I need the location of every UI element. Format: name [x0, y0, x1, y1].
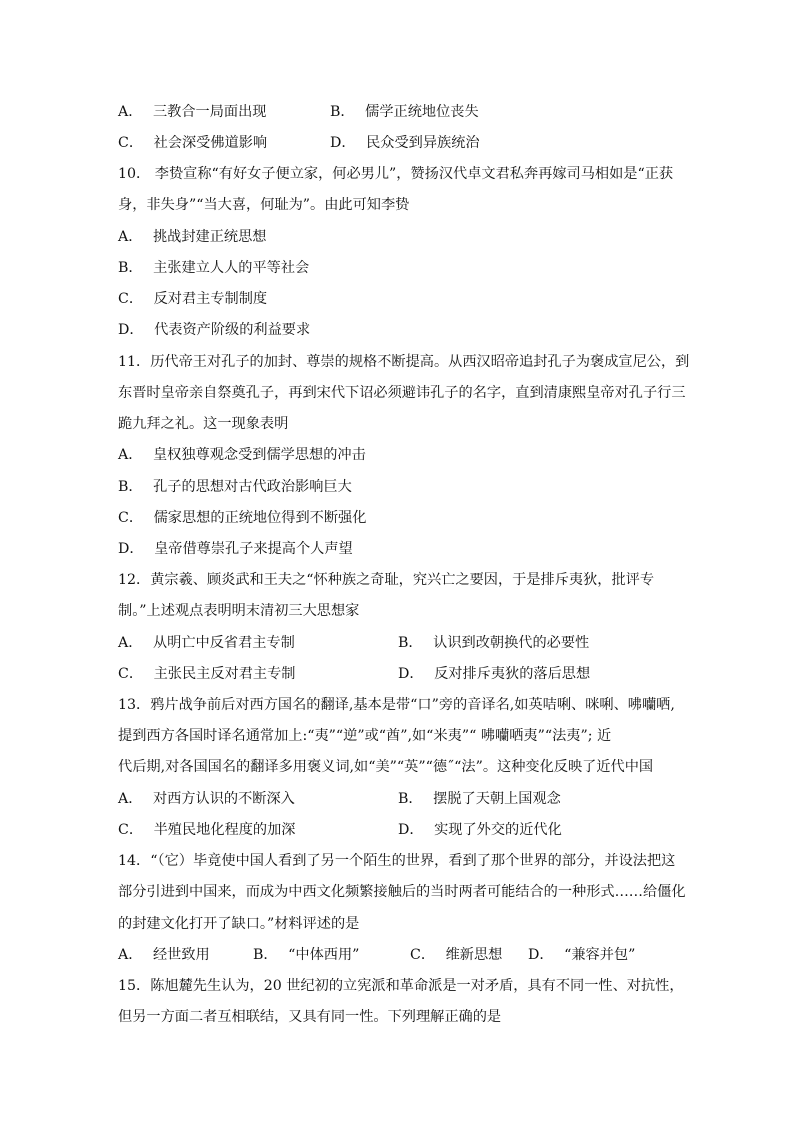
q10-stem-line-2: 身，非失身”“当大喜，何耻为”。由此可知李贽 — [118, 197, 410, 213]
q13-stem-line-3: 代后期,对各国国名的翻译多用褒义词,如“美”“英”“德˝“法”。这种变化反映了近代中国 — [118, 759, 654, 775]
q10-option-a-label: A． — [118, 229, 143, 245]
q12-option-b — [398, 633, 589, 653]
q14-option-d-text: “兼容并包” — [564, 947, 636, 963]
q11-stem-line-2: 东晋时皇帝亲自祭奠孔子，再到宋代下诏必须避讳孔子的名字，直到清康熙皇帝对孔子行三 — [118, 385, 686, 401]
q11-stem-line-3: 跪九拜之礼。这一现象表明 — [118, 416, 289, 432]
q12-option-d — [398, 664, 590, 684]
q14-option-d-label: D． — [528, 947, 554, 963]
q11-option-a — [118, 445, 366, 465]
q13-option-c — [118, 820, 295, 840]
q9-option-d-text: 民众受到异族统治 — [366, 135, 480, 151]
q11-option-d-text: 皇帝借尊崇孔子来提高个人声望 — [154, 541, 353, 557]
q13-option-b-label: B． — [398, 791, 423, 807]
q15-stem-line-1: 15．陈旭麓先生认为，20 世纪初的立宪派和革命派是一对矛盾，具有不同一性、对抗性， — [118, 978, 684, 994]
q12-option-c-text: 主张民主反对君主专制 — [153, 666, 296, 682]
q11-option-a-label: A． — [118, 447, 143, 463]
q14-option-c-text: 维新思想 — [445, 947, 503, 963]
q12-option-a — [118, 633, 295, 653]
q11-option-c-text: 儒家思想的正统地位得到不断强化 — [153, 510, 367, 526]
q9-option-d-label: D． — [330, 135, 356, 151]
q13-stem-line-2: 提到西方各国时译名通常加上:“夷”“逆”或“酋”,如“米夷”“ 咈囒哂夷”“法夷”; 近 — [118, 728, 612, 744]
q10-option-c-label: C． — [118, 291, 144, 307]
q12-option-b-text: 认识到改朝换代的必要性 — [433, 635, 590, 651]
q9-option-b-label: B． — [330, 104, 355, 120]
q12-stem-line-2: 制。”上述观点表明明末清初三大思想家 — [118, 603, 360, 619]
q13-option-b — [398, 789, 561, 809]
q9-option-b — [330, 102, 479, 122]
q14-option-a-label: A． — [118, 947, 143, 963]
q12-option-b-label: B． — [398, 635, 423, 651]
q12-option-c — [118, 664, 295, 684]
q13-option-c-label: C． — [118, 822, 144, 838]
q14-option-c — [410, 945, 502, 965]
q12-stem-line-1: 12．黄宗羲、顾炎武和王夫之“怀种族之奇耻，究兴亡之要因，于是排斥夷狄，批评专 — [118, 572, 655, 588]
q10-option-a-text: 挑战封建正统思想 — [152, 229, 267, 245]
q12-option-c-label: C． — [118, 666, 144, 682]
q11-option-d-label: D． — [118, 541, 144, 557]
q11-option-b-label: B． — [118, 479, 143, 495]
q14-option-a — [118, 945, 210, 965]
q9-option-b-text: 儒学正统地位丧失 — [365, 104, 479, 120]
q11-option-a-text: 皇权独尊观念受到儒学思想的冲击 — [152, 447, 366, 463]
q12-option-d-label: D． — [398, 666, 424, 682]
q9-option-c-text: 社会深受佛道影响 — [153, 135, 268, 151]
q10-option-a — [118, 227, 266, 247]
q11-stem-line-1: 11．历代帝王对孔子的加封、尊崇的规格不断提高。从西汉昭帝追封孔子为褒成宣尼公，到 — [118, 354, 690, 370]
q13-option-a-text: 对西方认识的不断深入 — [152, 791, 295, 807]
q10-option-d-label: D． — [118, 322, 144, 338]
q9-option-c-label: C． — [118, 135, 144, 151]
q13-option-c-text: 半殖民地化程度的加深 — [153, 822, 296, 838]
q14-option-c-label: C． — [410, 947, 436, 963]
q10-option-b-label: B． — [118, 260, 143, 276]
q13-option-b-text: 摆脱了天朝上国观念 — [433, 791, 561, 807]
q14-stem-line-3: 的封建文化打开了缺口。”材料评述的是 — [118, 916, 360, 932]
q9-option-a-text: 三教合一局面出现 — [152, 104, 267, 120]
q11-option-d — [118, 539, 353, 559]
q9-option-a-label: A． — [118, 104, 143, 120]
q10-option-c — [118, 289, 267, 309]
q10-option-d — [118, 320, 310, 340]
q14-option-b — [253, 945, 359, 965]
q13-option-d — [398, 820, 562, 840]
q11-option-b-text: 孔子的思想对古代政治影响巨大 — [153, 479, 352, 495]
q13-option-d-text: 实现了外交的近代化 — [434, 822, 562, 838]
q12-option-a-label: A． — [118, 635, 143, 651]
q10-option-b — [118, 258, 309, 278]
q10-option-b-text: 主张建立人人的平等社会 — [153, 260, 310, 276]
q14-option-b-label: B． — [253, 947, 278, 963]
q9-option-d — [330, 133, 480, 153]
q11-option-c — [118, 508, 366, 528]
q9-option-row-2 — [118, 133, 267, 153]
q9-option-row-1 — [118, 102, 266, 122]
q14-option-d — [528, 945, 635, 965]
q13-stem-line-1: 13．鸦片战争前后对西方国名的翻译,基本是带“口”旁的音译名,如英咭唎、咪唎、咈囒哂, — [118, 697, 675, 713]
q13-option-d-label: D． — [398, 822, 424, 838]
q12-option-a-text: 从明亡中反省君主专制 — [152, 635, 295, 651]
q13-option-a — [118, 789, 295, 809]
q10-option-d-text: 代表资产阶级的利益要求 — [154, 322, 311, 338]
q11-option-c-label: C． — [118, 510, 144, 526]
q15-stem-line-2: 但另一方面二者互相联结，又具有同一性。下列理解正确的是 — [118, 1009, 502, 1025]
q12-option-d-text: 反对排斥夷狄的落后思想 — [434, 666, 591, 682]
q13-option-a-label: A． — [118, 791, 143, 807]
q14-stem-line-2: 部分引进到中国来，而成为中西文化频繁接触后的当时两者可能结合的一种形式……给僵化 — [118, 884, 686, 900]
q14-stem-line-1: 14．“（它）毕竟使中国人看到了另一个陌生的世界，看到了那个世界的部分，并设法把这 — [118, 853, 676, 869]
q11-option-b — [118, 477, 352, 497]
q14-option-b-text: “中体西用” — [288, 947, 360, 963]
q10-option-c-text: 反对君主专制制度 — [153, 291, 268, 307]
q10-stem-line-1: 10． 李贽宣称“有好女子便立家，何必男儿”，赞扬汉代卓文君私奔再嫁司马相如是“正获 — [118, 166, 674, 182]
q14-option-a-text: 经世致用 — [152, 947, 210, 963]
